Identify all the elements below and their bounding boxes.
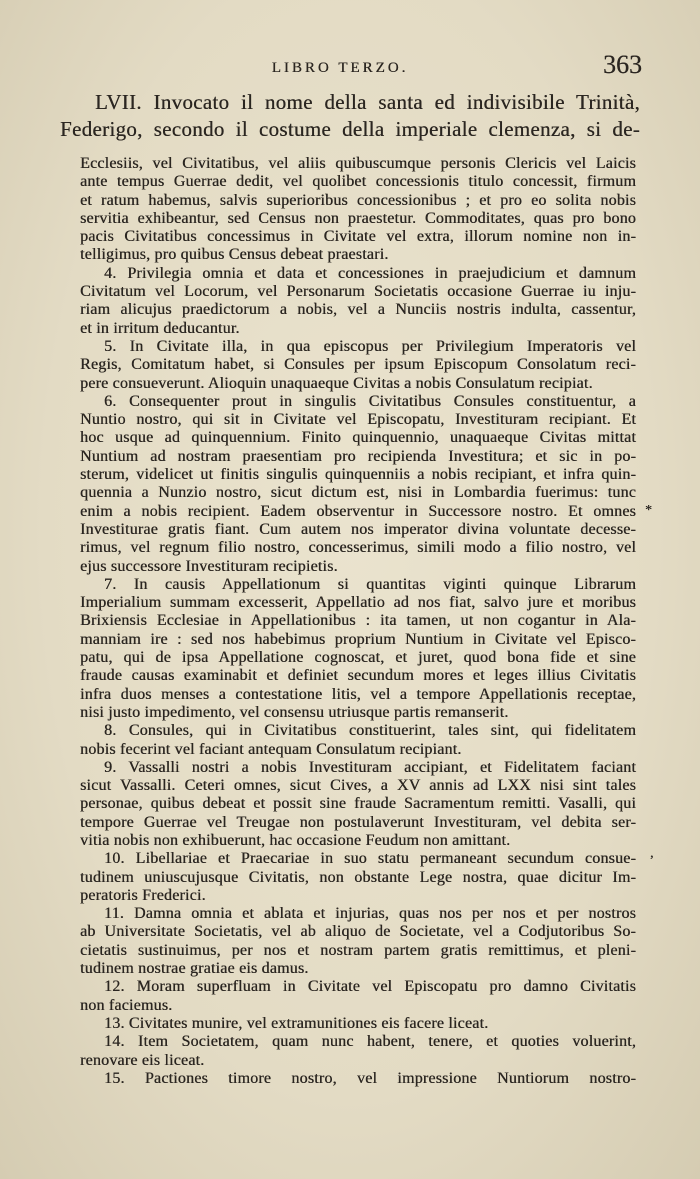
text-line: pacis Civitatibus concessimus in Civitate vel extra, illorum nomine non in- [80,228,636,246]
text-line: telligimus, pro quibus Census debeat praestari. [80,246,389,264]
text-line: enim a nobis recipient. Eadem observentur in Successore nostro. Et omnes [80,502,636,520]
text-line: servitia exhibeantur, sed Census non praestetur. Commoditates, quas pro bono [80,209,636,227]
text-line: hoc usque ad quinquennium. Finito quinquennio, unaquaeque Civitas mittat [80,429,636,447]
intro-line: LVII. Invocato il nome della santa ed indivisibile Trinità, [95,90,640,114]
text-line: 9. Vassalli nostri a nobis Investituram accipiant, et Fidelitatem faciant [104,758,636,776]
text-line: Imperialium summam excesserit, Appellatio ad nos fiat, salvo jure et moribus [80,594,636,612]
text-line: 14. Item Societatem, quam nunc habent, tenere, et quoties voluerint, [104,1033,636,1051]
text-line: patu, qui de ipsa Appellatione cognoscat, et juret, quod bona fide et sine [80,649,636,667]
text-line: 12. Moram superfluam in Civitate vel Episcopatu pro damno Civitatis [104,978,636,996]
text-line: rimus, vel regnum filio nostro, concesserimus, simili modo a filio nostro, vel [80,539,636,557]
text-line: 7. In causis Appellationum si quantitas viginti quinque Librarum [104,575,636,593]
text-line: sicut Vassalli. Ceteri omnes, sicut Cives, a XV annis ad LXX nisi sint tales [80,777,636,795]
text-line: 11. Damna omnia et ablata et injurias, quas nos per nos et per nostros [104,905,636,923]
text-line: tudinem nostrae gratiae eis damus. [80,960,309,978]
text-line: nisi justo impedimento, vel consensu utriusque partis remanserit. [80,703,509,721]
paragraph [80,265,636,338]
text-line: renovare eis liceat. [80,1051,205,1069]
text-line: tudinem uniuscujusque Civitatis, non obstante Lege nostra, quae dicitur Im- [80,868,636,886]
paragraph [80,1033,636,1070]
text-line: manniam ire : sed nos habebimus proprium Nuntium in Civitate vel Episco- [80,630,636,648]
page-number: 363 [603,50,642,79]
text-line: Nuntio nostro, qui sit in Civitate vel Episcopatu, Investituram recipiant. Et [80,411,636,429]
text-line: et ratum habemus, salvis superioribus concessionibus ; et pro eo solita nobis [80,191,636,209]
paragraph [80,850,636,905]
text-line: sterum, videlicet ut finitis singulis quinquenniis a nobis recipiant, et infra quin- [80,466,636,484]
paragraph [80,978,636,1015]
text-line: peratoris Frederici. [80,886,206,904]
body-text [80,155,636,1088]
text-line: 5. In Civitate illa, in qua episcopus per Privilegium Imperatoris vel [104,337,636,355]
margin-mark: , [650,846,654,861]
text-line: Brixiensis Ecclesiae in Appellationibus : ita tamen, ut non cogantur in Ala- [80,612,636,630]
text-line: ante tempus Guerrae dedit, vel quolibet concessionis titulo concessit, firmum [80,173,636,191]
chapter-intro [60,89,640,143]
text-line: fraude causas examinabit et definiet secundum mores et leges illius Civitatis [80,667,636,685]
paragraph [80,722,636,759]
text-line: Ecclesiis, vel Civitatibus, vel aliis quibuscumque personis Clericis vel Laicis [80,155,636,172]
paragraph [80,155,636,265]
text-line: infra duos menses a contestatione litis, vel a tempore Appellationis receptae, [80,685,636,703]
paragraph [80,576,636,722]
text-line: pere consueverunt. Alioquin unaquaeque Civitas a nobis Consulatum recipiat. [80,374,593,392]
text-line: Nuntium ad nostram praesentiam pro recipienda Investitura; et sic in po- [80,447,636,465]
text-line: riam alicujus praedictorum a nobis, vel a Nunciis nostris indulta, cassentur, [80,301,636,319]
text-line: non faciemus. [80,996,173,1014]
text-line: et in irritum deducantur. [80,319,240,337]
text-line: quennia a Nunzio nostro, sicut dictum est, nisi in Lombardia fuerimus: tunc [80,484,636,502]
text-line: Regis, Comitatum habet, si Consules per ipsum Episcopum Consolatum reci- [80,356,636,374]
paragraph [80,759,636,850]
paragraph [80,393,636,576]
text-line: 15. Pactiones timore nostro, vel impressione Nuntiorum nostro- [104,1069,636,1087]
text-line: 13. Civitates munire, vel extramunitiones eis facere liceat. [104,1014,489,1032]
text-line: 10. Libellariae et Praecariae in suo statu permaneant secundum consue- [104,850,636,868]
text-line: Investiturae gratis fiant. Cum autem nos imperator divina voluntate decesse- [80,520,636,538]
text-line: 8. Consules, qui in Civitatibus constituerint, tales sint, qui fidelitatem [104,722,636,740]
text-line: ab Universitate Societatis, vel ab aliquo de Societate, vel a Codjutoribus So- [80,923,636,941]
paragraph [80,905,636,978]
paragraph [80,338,636,393]
margin-mark: * [645,503,652,518]
text-line: 6. Consequenter prout in singulis Civitatibus Consules constituentur, a [104,392,636,410]
running-title: LIBRO TERZO. [271,60,409,76]
text-line: cietatis sustinuimus, per nos et nostram partem gratis remittimus, et pleni- [80,941,636,959]
text-line: Civitatum vel Locorum, vel Personarum Societatis occasione Guerrae iu inju- [80,283,636,301]
text-line: nobis fecerint vel faciant antequam Consulatum recipiant. [80,740,462,758]
paragraph [80,1015,636,1033]
text-line: tempore Guerrae vel Treugae non postulaverunt Investituram, vel debita ser- [80,813,636,831]
text-line: personae, quibus debeat et possit sine fraude Sacramentum remitti. Vasalli, qui [80,795,636,813]
text-line: 4. Privilegia omnia et data et concessiones in praejudicium et damnum [104,264,636,282]
text-line: ejus successore Investituram recipietis. [80,557,338,575]
paragraph [80,1070,636,1088]
text-line: vitia nobis non exhibuerunt, hac occasione Feudum non amittant. [80,831,511,849]
intro-line: Federigo, secondo il costume della imperiale clemenza, si de- [60,117,640,141]
